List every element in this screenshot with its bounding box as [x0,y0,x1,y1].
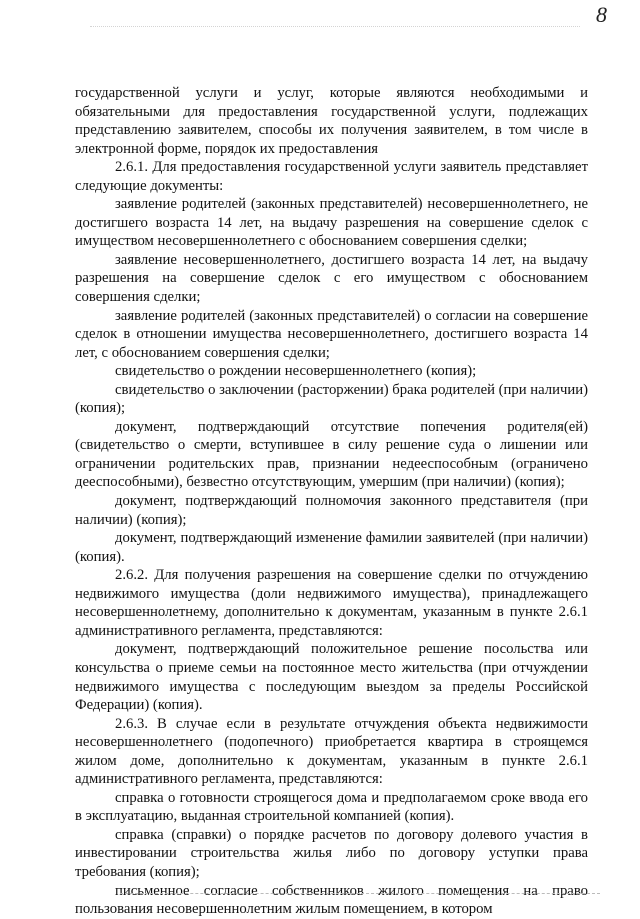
paragraph-list-item: документ, подтверждающий положительное решение посольства или консульства о приеме семьи на постоянное место жительства (при отчуждении недвижимого имущества с последующим выездом за пределы Российской Федерации) (копия). [75,641,588,714]
scan-artifact-top [90,26,580,29]
paragraph-list-item: документ, подтверждающий изменение фамилии заявителей (при наличии) (копия). [75,530,588,565]
paragraph-list-item: заявление несовершеннолетнего, достигшего возраста 14 лет, на выдачу разрешения на совершение сделок с его имуществом с обоснованием совершения сделки; [75,251,588,306]
paragraph-intro: государственной услуги и услуг, которые являются необходимыми и обязательными для предоставления государственной услуги, подлежащих представлению заявителем, способы их получения заявителем, в том числе в электронной форме, порядок их предоставления [75,85,588,157]
paragraph-list-item: документ, подтверждающий полномочия законного представителя (при наличии) (копия); [75,493,588,528]
paragraph-list-item: документ, подтверждающий отсутствие попечения родителя(ей) (свидетельство о смерти, вступившее в силу решение суда о лишении или ограничении родительских прав, признании недееспособным (ограничено дееспособными), безвестно отсутствующим, умершим (при наличии) (копия); [75,418,588,491]
paragraph-list-item: справка (справки) о порядке расчетов по договору долевого участия в инвестировании строительства жилья либо по договору уступки права требования (копия); [75,826,588,880]
scan-artifact-bottom [120,893,600,898]
paragraph-list-item: справка о готовности строящегося дома и предполагаемом сроке ввода его в эксплуатацию, выданная строительной компанией (копия). [75,789,588,825]
paragraph-list-item: заявление родителей (законных представителей) несовершеннолетнего, не достигшего возраста 14 лет, на выдачу разрешения на совершение сделок с имуществом несовершеннолетнего с обоснованием совершения сделки; [75,196,588,250]
page-number: 8 [596,2,607,27]
paragraph-2-6-3: 2.6.3. В случае если в результате отчуждения объекта недвижимости несовершеннолетнего (подопечного) приобретается квартира в строящемся жилом доме, дополнительно к документам, указанным в пункте 2.6.1 административного регламента, представляются: [75,715,588,788]
paragraph-list-item: свидетельство о заключении (расторжении) брака родителей (при наличии) (копия); [75,381,588,417]
document-body [75,84,588,919]
paragraph-2-6-2: 2.6.2. Для получения разрешения на совершение сделки по отчуждению недвижимого имущества (доли недвижимого имущества), принадлежащего несовершеннолетнему, дополнительно к документам, указанным в пункте 2.6.1 административного регламента, представляются: [75,567,588,639]
paragraph-list-item: заявление родителей (законных представителей) о согласии на совершение сделок в отношении имущества несовершеннолетнего, достигшего возраста 14 лет, с обоснованием совершения сделки; [75,307,588,361]
paragraph-list-item: письменное согласие собственников жилого помещения на право пользования несовершеннолетним жилым помещением, в котором [75,882,588,918]
paragraph-2-6-1: 2.6.1. Для предоставления государственной услуги заявитель представляет следующие документы: [75,159,588,194]
paragraph-list-item: свидетельство о рождении несовершеннолетнего (копия); [115,363,477,380]
